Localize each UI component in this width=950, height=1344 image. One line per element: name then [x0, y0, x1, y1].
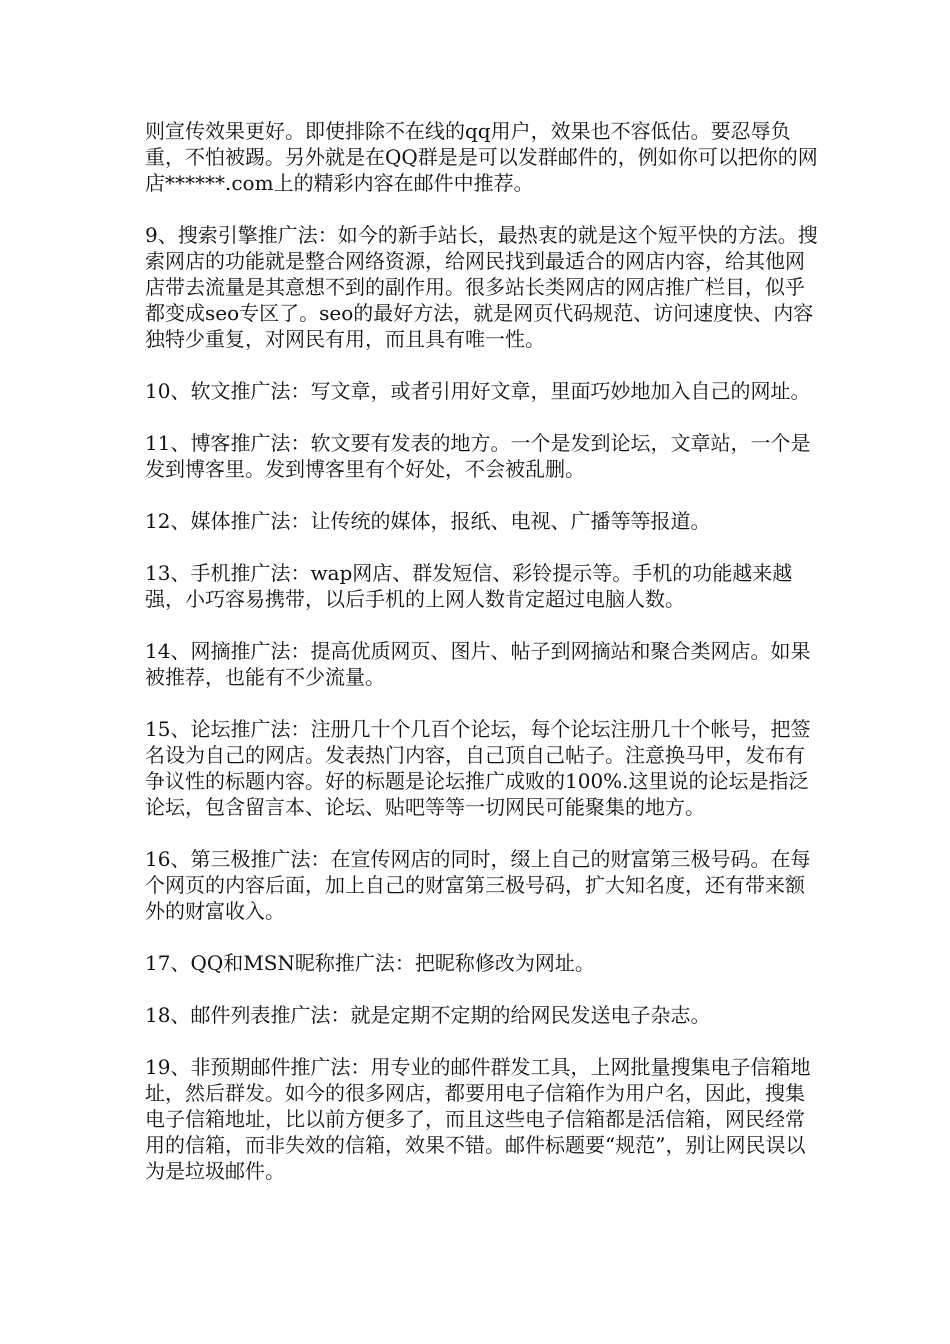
paragraph-item-12: 12、媒体推广法：让传统的媒体，报纸、电视、广播等等报道。: [145, 509, 711, 533]
paragraph-item-18: 18、邮件列表推广法：就是定期不定期的给网民发送电子杂志。: [145, 1003, 711, 1027]
paragraph-item-17: 17、QQ和MSN昵称推广法：把昵称修改为网址。: [145, 951, 595, 975]
paragraph-continued: 则宣传效果更好。即使排除不在线的qq用户，效果也不容低估。要忍辱负重，不怕被踢。另外就是在QQ群是是可以发群邮件的，例如你可以把你的网店******.com上的精彩内容在邮件中推荐。: [145, 119, 818, 195]
paragraph-item-16: 16、第三极推广法：在宣传网店的同时，缀上自己的财富第三极号码。在每个网页的内容后面，加上自己的财富第三极号码，扩大知名度，还有带来额外的财富收入。: [145, 847, 811, 923]
paragraph-item-15: 15、论坛推广法：注册几十个几百个论坛，每个论坛注册几十个帐号，把签名设为自己的网店。发表热门内容，自己顶自己帖子。注意换马甲，发布有争议性的标题内容。好的标题是论坛推广成败的100%.这里说的论坛是指泛论坛，包含留言本、论坛、贴吧等等一切网民可能聚集的地方。: [145, 717, 811, 819]
paragraph-item-9: 9、搜索引擎推广法：如今的新手站长，最热衷的就是这个短平快的方法。搜索网店的功能就是整合网络资源，给网民找到最适合的网店内容，给其他网店带去流量是其意想不到的副作用。很多站长类网店的网店推广栏目，似乎都变成seo专区了。seo的最好方法，就是网页代码规范、访问速度快、内容独特少重复，对网民有用，而且具有唯一性。: [145, 223, 818, 351]
paragraph-item-10: 10、软文推广法：写文章，或者引用好文章，里面巧妙地加入自己的网址。: [145, 379, 811, 403]
paragraph-item-14: 14、网摘推广法：提高优质网页、图片、帖子到网摘站和聚合类网店。如果被推荐，也能有不少流量。: [145, 639, 811, 689]
paragraph-item-13: 13、手机推广法：wap网店、群发短信、彩铃提示等。手机的功能越来越强，小巧容易携带，以后手机的上网人数肯定超过电脑人数。: [145, 561, 793, 611]
paragraph-item-19: 19、非预期邮件推广法：用专业的邮件群发工具，上网批量搜集电子信箱地址，然后群发。如今的很多网店，都要用电子信箱作为用户名，因此，搜集电子信箱地址，比以前方便多了，而且这些电子信箱都是活信箱，网民经常用的信箱，而非失效的信箱，效果不错。邮件标题要“规范”，别让网民误以为是垃圾邮件。: [145, 1055, 811, 1183]
paragraph-item-11: 11、博客推广法：软文要有发表的地方。一个是发到论坛，文章站，一个是发到博客里。发到博客里有个好处，不会被乱删。: [145, 431, 811, 481]
document-body: [145, 118, 820, 1210]
